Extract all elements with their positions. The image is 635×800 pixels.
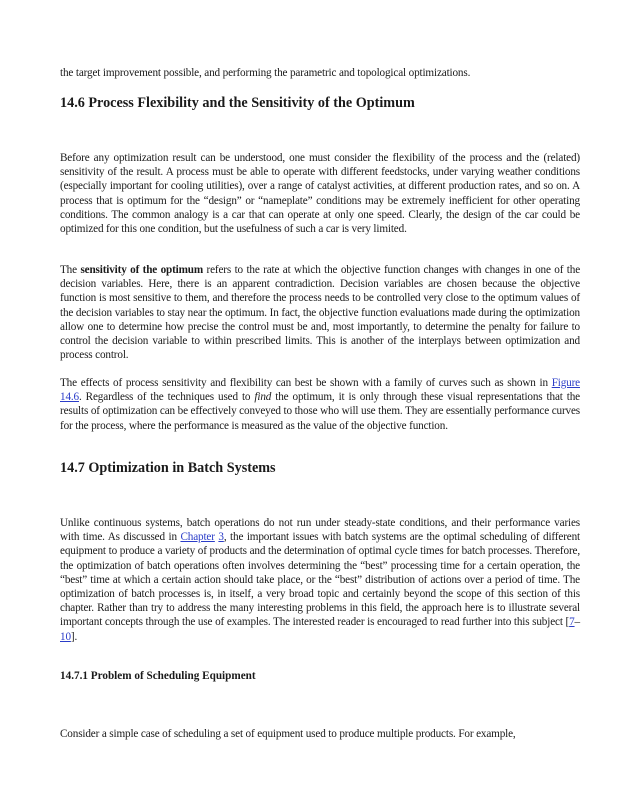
reference-link-10[interactable]: 10 (60, 630, 71, 643)
subsection-14-7-1-paragraph-1: Consider a simple case of scheduling a set of equipment used to produce multiple products. For example, (60, 728, 516, 740)
italic-word: find (254, 391, 272, 404)
section-14-7-paragraph-1: Unlike continuous systems, batch operations do not run under steady-state conditions, and their performance varies with time. As discussed in Chapter 3, the important issues with batch systems are the optimal scheduling of different equipment to produce a variety of products and the determination of optimal cycle times for batch processes. Therefore, the optimization of batch operations often involves determining the “best” processing time for a certain operation, the “best” time at which a certain action should take place, or the “best” distribution of actions over a period of time. The optimization of batch processes is, in itself, a very broad topic and certainly beyond the scope of this section of this chapter. Rather than try to address the many interesting problems in this field, the approach here is to illustrate several important concepts through the use of examples. The interested reader is encouraged to read further into this subject [7–10]. (60, 517, 580, 643)
chapter-number-link[interactable]: 3 (218, 531, 224, 544)
subsection-14-7-1-heading: 14.7.1 Problem of Scheduling Equipment (60, 670, 256, 682)
section-14-6-heading: 14.6 Process Flexibility and the Sensitivity of the Optimum (60, 95, 415, 111)
reference-link-7[interactable]: 7 (569, 616, 575, 629)
lead-line: the target improvement possible, and performing the parametric and topological optimizations. (60, 67, 471, 79)
bold-term: sensitivity of the optimum (80, 264, 204, 276)
section-14-7-heading: 14.7 Optimization in Batch Systems (60, 460, 276, 476)
section-14-6-paragraph-2: The sensitivity of the optimum refers to the rate at which the objective function changes with changes in one of the decision variables. Here, there is an apparent contradiction. Decision variables are chosen because the objective function is most sensitive to them, and therefore the process needs to be controlled very close to the optimum values of the decision variables to stay near the optimum. In fact, the objective function evaluations made during the optimization allow one to determine how precise the control must be and, most importantly, to determine the penalty for failure to control the decision variable to within prescribed limits. This is another of the interplays between optimization and process control. (60, 264, 581, 362)
figure-number-link[interactable]: 14.6 (60, 391, 79, 404)
chapter-link[interactable]: Chapter (180, 531, 215, 544)
section-14-6-paragraph-1: Before any optimization result can be understood, one must consider the flexibility of the process and the (related) sensitivity of the result. A process must be able to operate with different feedstocks, under varying weather conditions (especially important for cooling utilities), over a range of catalyst activities, at different production rates, and so on. A process that is optimum for the “design” or “nameplate” conditions may be extremely inefficient for other operating conditions. The common analogy is a car that can operate at only one speed. Clearly, the design of the car could be optimized for this one condition, but the usefulness of such a car is very limited. (60, 152, 580, 236)
figure-link[interactable]: Figure (551, 377, 580, 389)
section-14-6-paragraph-3: The effects of process sensitivity and flexibility can best be shown with a family of curves such as shown in Figure 14.6. Regardless of the techniques used to find the optimum, it is only through these visual representations that the results of optimization can be effectively conveyed to those who will use them. They are essentially performance curves for the process, where the performance is measured as the value of the objective function. (60, 377, 580, 432)
